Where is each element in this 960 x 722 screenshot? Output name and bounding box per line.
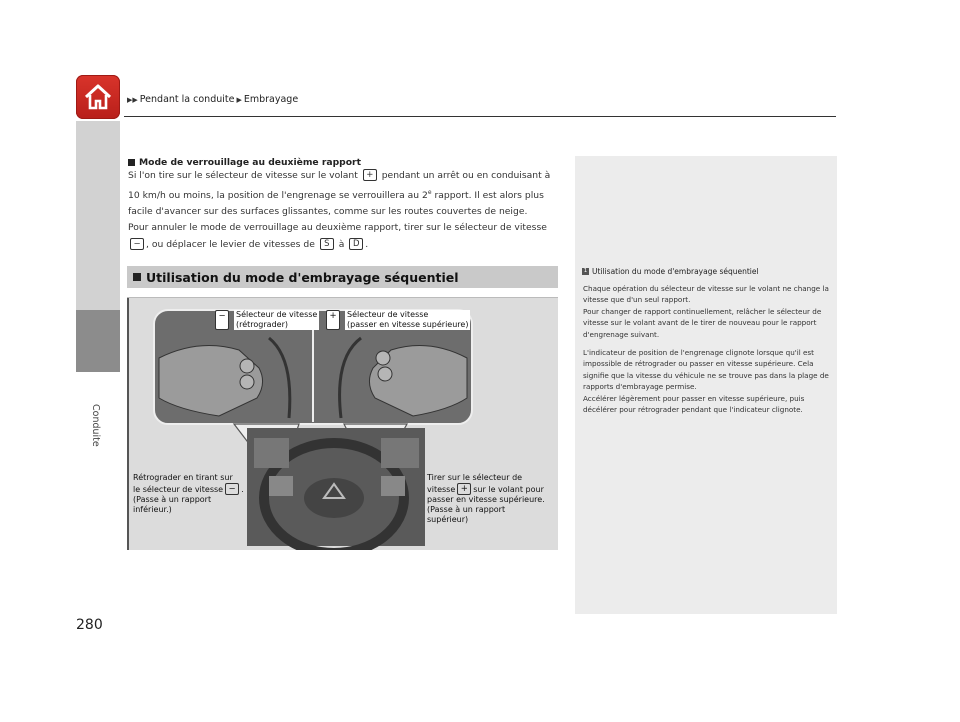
home-icon [82, 81, 114, 113]
minus-key-icon: − [225, 483, 239, 495]
plus-key-icon: + [457, 483, 471, 495]
breadcrumb-arrow-icon: ▶▶ [127, 95, 138, 104]
upshift-paddle-label: + Sélecteur de vitesse (passer en vitesse supérieure) [324, 310, 470, 330]
paragraph-2: Pour annuler le mode de verrouillage au deuxième rapport, tirer sur le sélecteur de vitesse − , ou déplacer le levier de vitesses de S à D . [128, 222, 547, 250]
upshift-caption: Tirer sur le sélecteur de vitesse + sur le volant pour passer en vitesse supérieure. (Passe à un rapport supérieur) [427, 473, 545, 524]
breadcrumb-arrow-icon: ▶ [236, 95, 242, 104]
section-title-bar [127, 266, 558, 288]
sidebar-tab-active[interactable] [76, 310, 120, 372]
minus-key-icon: − [215, 310, 229, 330]
breadcrumb [127, 94, 298, 105]
section-title: Utilisation du mode d'embrayage séquentiel [146, 269, 459, 285]
breadcrumb-item-2[interactable]: Embrayage [243, 94, 299, 105]
plus-key-icon: + [326, 310, 340, 330]
breadcrumb-item-1[interactable]: Pendant la conduite [139, 94, 235, 105]
paragraph-1: Si l'on tire sur le sélecteur de vitesse sur le volant + pendant un arrêt ou en conduisant à 10 km/h ou moins, la position de l'engrenage se verrouillera au 2e rapport. Il est alors plus facile d'avancer sur des surfaces glissantes, comme sur les routes couvertes de neige. [128, 170, 551, 217]
d-key-icon: D [349, 238, 363, 250]
page-number: 280 [76, 617, 103, 633]
header-divider [124, 116, 836, 117]
note-badge-icon: 1 [583, 268, 588, 274]
note-body: Chaque opération du sélecteur de vitesse sur le volant ne change la vitesse que d'un seul rapport. Pour changer de rapport continuellement, relâcher le sélecteur de vitesse sur le volant avant de le tirer de nouveau pour le rapport d'engrenage suivant. L'indicateur de position de l'engrenage clignote lorsque qu'il est impossible de rétrograder ou passer en vitesse supérieure. Cela signifie que la vitesse du véhicule ne se trouve pas dans la plage de rapports d'embrayage permise. Accélérer légèrement pour passer en vitesse supérieure, puis décélérer pour rétrograder pendant que l'indicateur clignote. [583, 284, 829, 415]
section-heading [128, 157, 361, 168]
sidebar-label: Conduite [90, 404, 101, 447]
section-heading-text: Mode de verrouillage au deuxième rapport [139, 157, 361, 168]
plus-key-icon: + [363, 169, 377, 181]
downshift-caption: Rétrograder en tirant sur le sélecteur de vitesse − . (Passe à un rapport inférieur.) [133, 473, 244, 514]
home-button[interactable] [76, 75, 120, 119]
s-key-icon: S [320, 238, 334, 250]
steering-wheel-illustration [127, 298, 558, 550]
minus-key-icon: − [130, 238, 144, 250]
bullet-square-icon [128, 159, 135, 166]
bullet-square-icon [133, 273, 141, 281]
note-title: 1 Utilisation du mode d'embrayage séquentiel [583, 267, 759, 276]
downshift-paddle-label: − Sélecteur de vitesse (rétrograder) [213, 310, 319, 330]
